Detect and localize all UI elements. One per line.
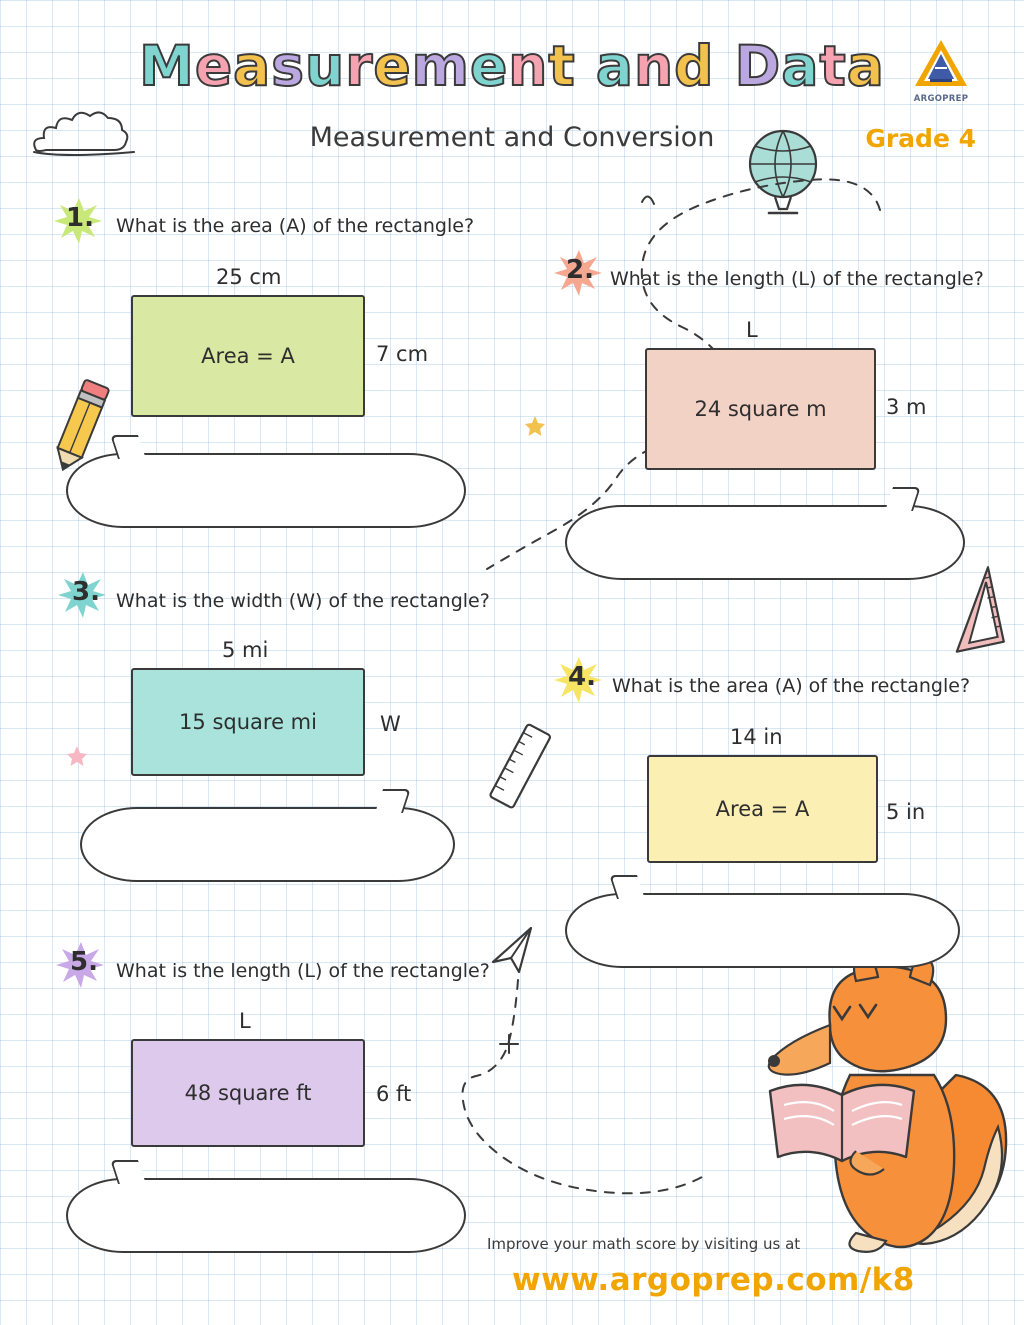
title-letter: t: [548, 34, 576, 98]
star-doodle: [524, 415, 546, 437]
title-letter: M: [139, 34, 195, 98]
title-letter: D: [734, 34, 782, 98]
title-letter: s: [271, 34, 306, 98]
title-letter: t: [819, 34, 847, 98]
top-dimension: 25 cm: [216, 265, 282, 289]
footer-url[interactable]: www.argoprep.com/k8: [512, 1262, 915, 1298]
title-letter: n: [633, 34, 675, 98]
page-title: [0, 34, 1024, 98]
title-letter: a: [781, 34, 820, 98]
title-letter: e: [194, 34, 234, 98]
title-letter: e: [373, 34, 412, 98]
grade-label: Grade 4: [865, 124, 976, 153]
answer-field-1[interactable]: [66, 453, 466, 528]
title-letter: d: [674, 34, 715, 98]
question-prompt: What is the length (L) of the rectangle?: [116, 960, 490, 982]
title-letter: [715, 34, 735, 98]
footer-note: Improve your math score by visiting us at: [487, 1235, 801, 1253]
top-dimension: L: [239, 1009, 251, 1033]
side-dimension: 5 in: [886, 800, 926, 824]
rectangle-figure: 15 square mi: [131, 668, 365, 776]
argoprep-logo: [906, 38, 976, 110]
side-dimension: 3 m: [886, 395, 927, 419]
top-dimension: 5 mi: [222, 638, 269, 662]
side-dimension: W: [380, 712, 401, 736]
star-doodle: [66, 745, 88, 767]
title-letter: [576, 34, 596, 98]
top-dimension: L: [746, 318, 758, 342]
answer-field-4[interactable]: [565, 893, 960, 968]
ruler-doodle: [487, 720, 557, 815]
logo-text: ARGOPREP: [913, 94, 969, 104]
side-dimension: 7 cm: [376, 342, 429, 366]
title-letter: r: [345, 34, 374, 98]
question-prompt: What is the area (A) of the rectangle?: [116, 215, 475, 237]
triangle-ruler-doodle: [935, 565, 1015, 660]
title-letter: a: [595, 34, 634, 98]
question-number: 3.: [72, 577, 100, 607]
question-number: 4.: [568, 662, 596, 692]
answer-field-5[interactable]: [66, 1178, 466, 1253]
cloud-doodle: [26, 112, 146, 162]
side-dimension: 6 ft: [376, 1082, 412, 1106]
question-number: 1.: [66, 203, 94, 233]
title-letter: m: [411, 34, 470, 98]
rectangle-figure: Area = A: [131, 295, 365, 417]
question-prompt: What is the length (L) of the rectangle?: [610, 268, 984, 290]
fox-reading-doodle: [760, 955, 1015, 1255]
question-prompt: What is the width (W) of the rectangle?: [116, 590, 490, 612]
title-letter: u: [305, 34, 346, 98]
answer-field-2[interactable]: [565, 505, 965, 580]
title-letter: a: [233, 34, 272, 98]
dashed-path: [460, 980, 720, 1210]
title-letter: n: [508, 34, 549, 98]
question-prompt: What is the area (A) of the rectangle?: [612, 675, 971, 697]
title-letter: e: [469, 34, 509, 98]
answer-field-3[interactable]: [80, 807, 455, 882]
paper-plane-doodle: [485, 920, 545, 980]
rectangle-figure: Area = A: [647, 755, 878, 863]
question-number: 5.: [70, 947, 98, 977]
page-subtitle: Measurement and Conversion: [309, 122, 715, 153]
top-dimension: 14 in: [730, 725, 783, 749]
rectangle-figure: 24 square m: [645, 348, 876, 470]
rectangle-figure: 48 square ft: [131, 1039, 365, 1147]
question-number: 2.: [566, 255, 594, 285]
title-letter: a: [846, 34, 885, 98]
